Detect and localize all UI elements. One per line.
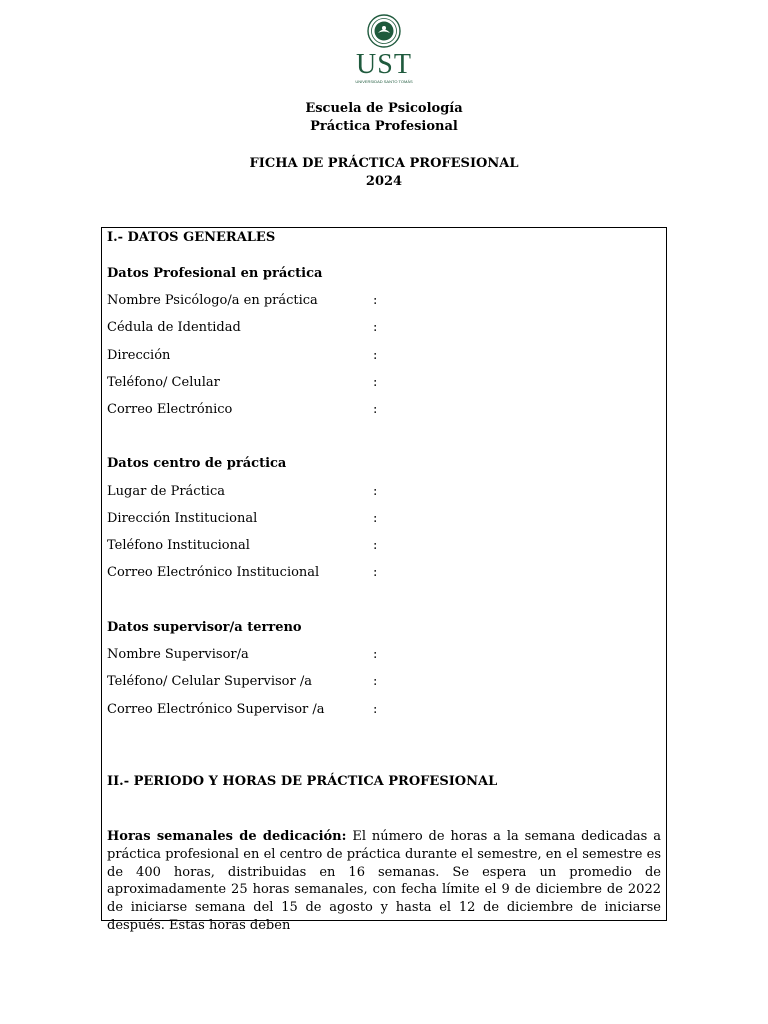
field-label: Lugar de Práctica — [107, 484, 225, 499]
field-row — [107, 320, 661, 338]
field-row — [107, 402, 661, 420]
field-label: Correo Electrónico Institucional — [107, 565, 320, 580]
field-label: Dirección — [107, 348, 171, 363]
field-separator: : — [373, 647, 378, 662]
field-row — [107, 565, 661, 583]
field-row — [107, 674, 661, 692]
field-separator: : — [373, 320, 378, 335]
field-label: Cédula de Identidad — [107, 320, 241, 335]
form-title: FICHA DE PRÁCTICA PROFESIONAL — [249, 156, 519, 171]
program-name: Práctica Profesional — [310, 119, 458, 134]
field-row — [107, 348, 661, 366]
field-separator: : — [373, 293, 378, 308]
profesional-subtitle: Datos Profesional en práctica — [107, 266, 323, 281]
field-label: Correo Electrónico Supervisor /a — [107, 702, 325, 717]
field-row — [107, 511, 661, 529]
field-label: Nombre Psicólogo/a en práctica — [107, 293, 318, 308]
field-separator: : — [373, 674, 378, 689]
logo-subtext: UNIVERSIDAD SANTO TOMÁS — [355, 79, 413, 84]
form-title-block — [0, 155, 768, 191]
school-name: Escuela de Psicología — [305, 101, 463, 116]
field-label: Dirección Institucional — [107, 511, 258, 526]
form-box — [101, 227, 667, 933]
field-row — [107, 484, 661, 502]
field-label: Teléfono Institucional — [107, 538, 250, 553]
field-separator: : — [373, 565, 378, 580]
centro-subtitle: Datos centro de práctica — [107, 456, 287, 471]
section-2-title: II.- PERIODO Y HORAS DE PRÁCTICA PROFESIONAL — [107, 774, 498, 789]
field-label: Nombre Supervisor/a — [107, 647, 249, 662]
field-separator: : — [373, 702, 378, 717]
field-label: Teléfono/ Celular Supervisor /a — [107, 674, 312, 689]
section-1-title: I.- DATOS GENERALES — [107, 230, 276, 245]
field-separator: : — [373, 538, 378, 553]
field-separator: : — [373, 484, 378, 499]
field-label: Correo Electrónico — [107, 402, 233, 417]
supervisor-subtitle: Datos supervisor/a terreno — [107, 620, 302, 635]
form-year: 2024 — [365, 174, 403, 189]
hours-text: El número de horas a la semana dedicadas a práctica profesional en el centro de práctica durante el semestre, en el semestre es de 400 horas, distribuidas en 16 semanas. Se espera un promedio de aproximadamente 25 horas semanales, con fecha límite el 9 de diciembre de 2022 de iniciarse semana del 15 de agosto y hasta el 12 de diciembre de iniciarse después. Estas horas deben — [107, 829, 661, 933]
field-separator: : — [373, 348, 378, 363]
field-row — [107, 647, 661, 665]
school-header — [0, 100, 768, 136]
hours-label: Horas semanales de dedicación: — [107, 829, 347, 844]
logo-wordmark: UST — [356, 49, 412, 80]
university-seal-icon — [367, 14, 401, 48]
field-separator: : — [373, 375, 378, 390]
field-separator: : — [373, 402, 378, 417]
field-row — [107, 538, 661, 556]
university-logo — [0, 14, 768, 84]
field-separator: : — [373, 511, 378, 526]
field-row — [107, 293, 661, 311]
field-row — [107, 375, 661, 393]
field-row — [107, 702, 661, 720]
hours-paragraph — [107, 828, 661, 935]
field-label: Teléfono/ Celular — [107, 375, 220, 390]
